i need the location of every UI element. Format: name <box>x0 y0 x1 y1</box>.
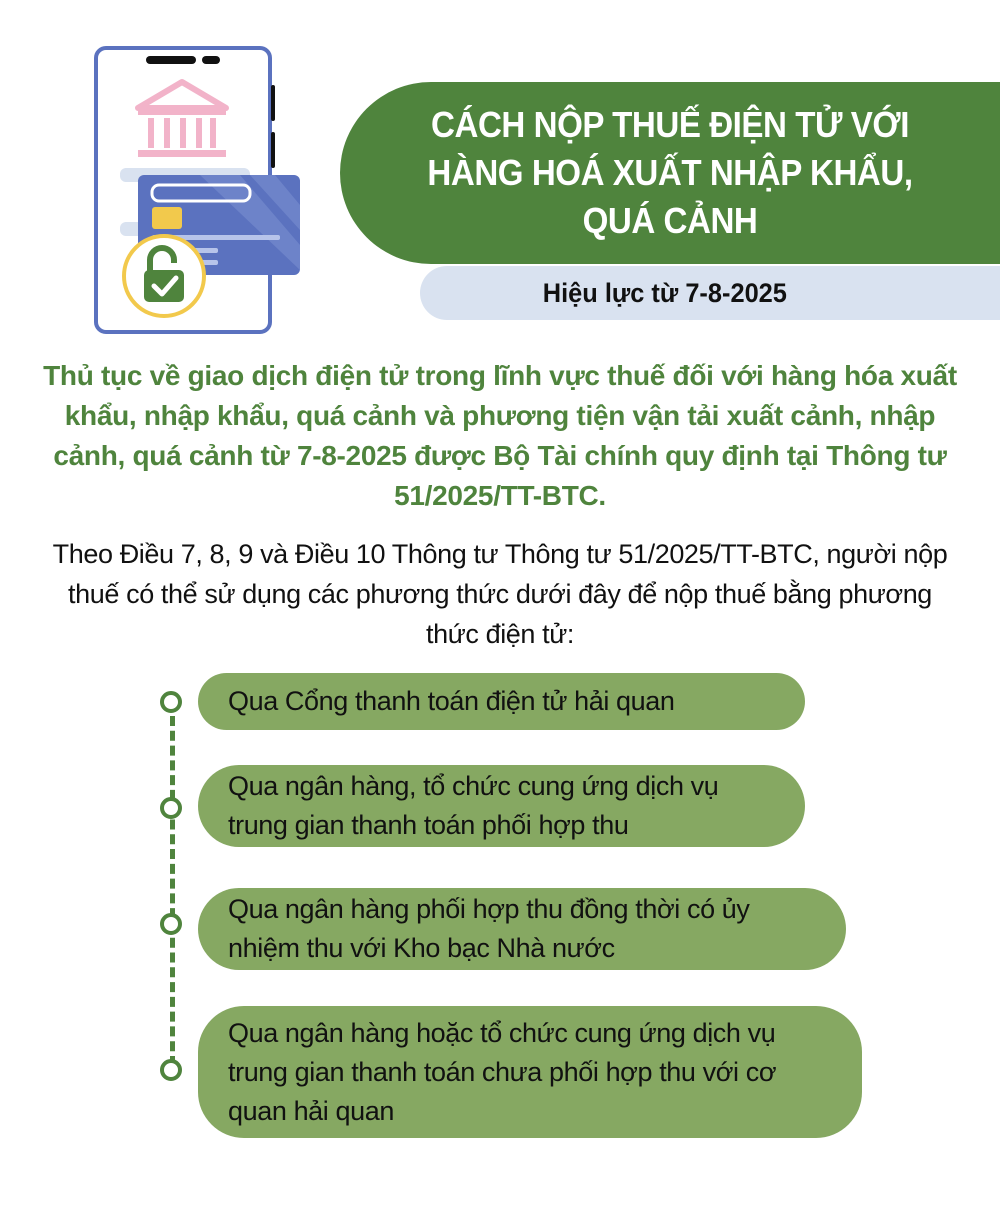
method-label: Qua ngân hàng, tổ chức cung ứng dịch vụ trung gian thanh toán phối hợp thu <box>228 771 719 840</box>
method-label: Qua ngân hàng hoặc tổ chức cung ứng dịch vụ trung gian thanh toán chưa phối hợp thu với cơ quan hải quan <box>228 1017 777 1126</box>
timeline-dashed-line <box>170 716 175 1066</box>
title-banner <box>340 82 1000 264</box>
phone-payment-illustration <box>80 40 320 340</box>
timeline-node-icon <box>160 913 182 935</box>
intro-text: Thủ tục về giao dịch điện tử trong lĩnh vực thuế đối với hàng hóa xuất khẩu, nhập khẩu, quá cảnh và phương tiện vận tải xuất cảnh, nhập cảnh, quá cảnh từ 7-8-2025 được Bộ Tài chính quy định tại Thông tư 51/2025/TT-BTC. <box>43 360 957 511</box>
method-item <box>198 888 846 970</box>
effective-date: Hiệu lực từ 7-8-2025 <box>542 277 788 308</box>
legal-basis-paragraph: Theo Điều 7, 8, 9 và Điều 10 Thông tư Thông tư 51/2025/TT-BTC, người nộp thuế có thể sử dụng các phương thức dưới đây để nộp thuế bằng phương thức điện tử: <box>52 539 948 649</box>
effective-date-banner <box>420 266 1000 320</box>
method-label: Qua ngân hàng phối hợp thu đồng thời có ủy nhiệm thu với Kho bạc Nhà nước <box>228 894 750 963</box>
timeline-node-icon <box>160 797 182 819</box>
method-item <box>198 673 805 730</box>
timeline-node-icon <box>160 691 182 713</box>
method-item <box>198 1006 862 1138</box>
page-title: CÁCH NỘP THUẾ ĐIỆN TỬ VỚI HÀNG HOÁ XUẤT NHẬP KHẨU, QUÁ CẢNH <box>427 104 913 241</box>
method-label: Qua Cổng thanh toán điện tử hải quan <box>228 686 675 716</box>
timeline-node-icon <box>160 1059 182 1081</box>
method-item <box>198 765 805 847</box>
unlocked-padlock-check-icon <box>124 236 204 316</box>
